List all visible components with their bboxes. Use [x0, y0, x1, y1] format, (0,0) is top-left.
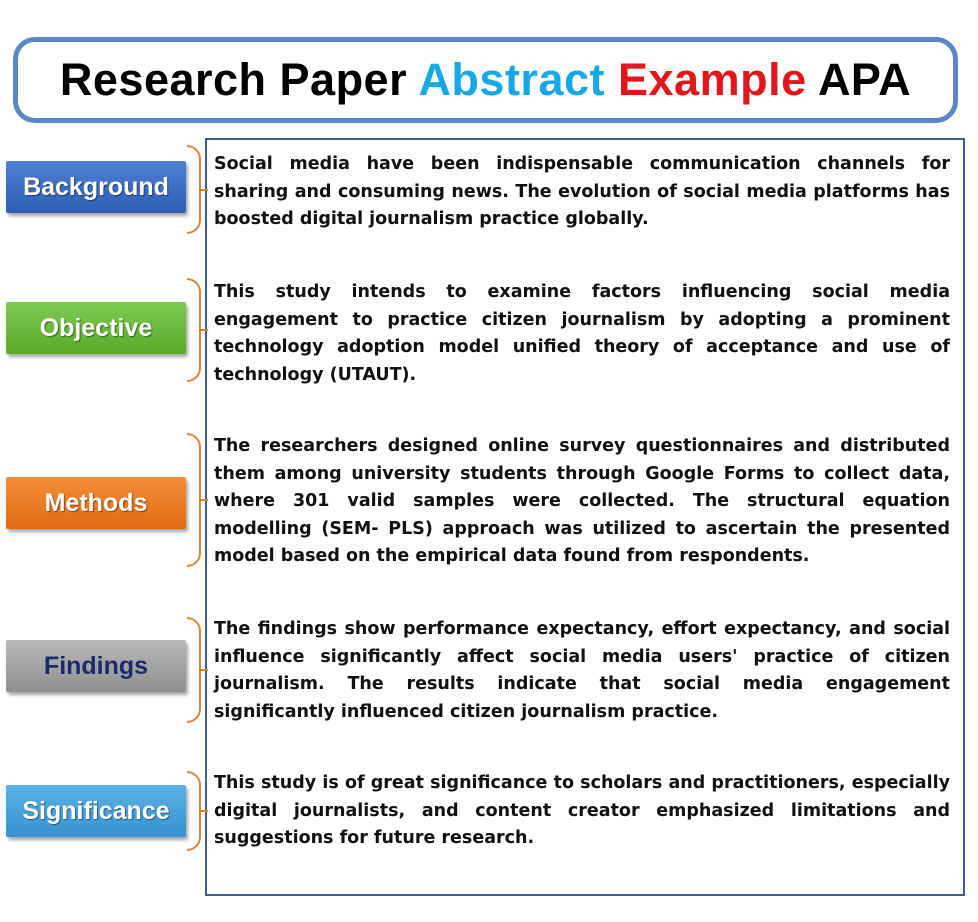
page-title	[60, 54, 911, 106]
brace-findings	[187, 617, 201, 723]
label-methods: Methods	[6, 477, 186, 529]
label-findings: Findings	[6, 640, 186, 692]
paragraph-background: Social media have been indispensable communication channels for sharing and consuming news. The evolution of social media platforms has boosted digital journalism practice globally.	[214, 154, 950, 229]
brace-background	[187, 145, 201, 234]
title-part-example: Example	[605, 54, 818, 105]
brace-significance	[187, 771, 201, 851]
paragraph-significance: This study is of great significance to scholars and practitioners, especially digital journalists, and content creator emphasized limitations and suggestions for future research.	[214, 773, 950, 848]
label-background: Background	[6, 161, 186, 213]
brace-objective	[187, 278, 201, 382]
paragraph-methods: The researchers designed online survey questionnaires and distributed them among university students through Google Forms to collect data, where 301 valid samples were collected. The structural equation modelling (SEM- PLS) approach was utilized to ascertain the presented model based on the empirical data found from respondents.	[214, 436, 950, 566]
brace-methods	[187, 433, 201, 567]
label-significance: Significance	[6, 785, 186, 837]
paragraph-objective: This study intends to examine factors influencing social media engagement to practice citizen journalism by adopting a prominent technology adoption model unified theory of acceptance and use of technology (UTAUT).	[214, 282, 950, 385]
title-part-research-paper: Research Paper	[59, 54, 419, 105]
label-objective: Objective	[6, 302, 186, 354]
title-banner	[13, 37, 958, 123]
title-part-apa: APA	[817, 54, 912, 105]
title-part-abstract: Abstract	[418, 54, 605, 105]
paragraph-findings: The findings show performance expectancy, effort expectancy, and social influence significantly affect social media users' practice of citizen journalism. The results indicate that social media engagement significantly influenced citizen journalism practice.	[214, 619, 950, 722]
